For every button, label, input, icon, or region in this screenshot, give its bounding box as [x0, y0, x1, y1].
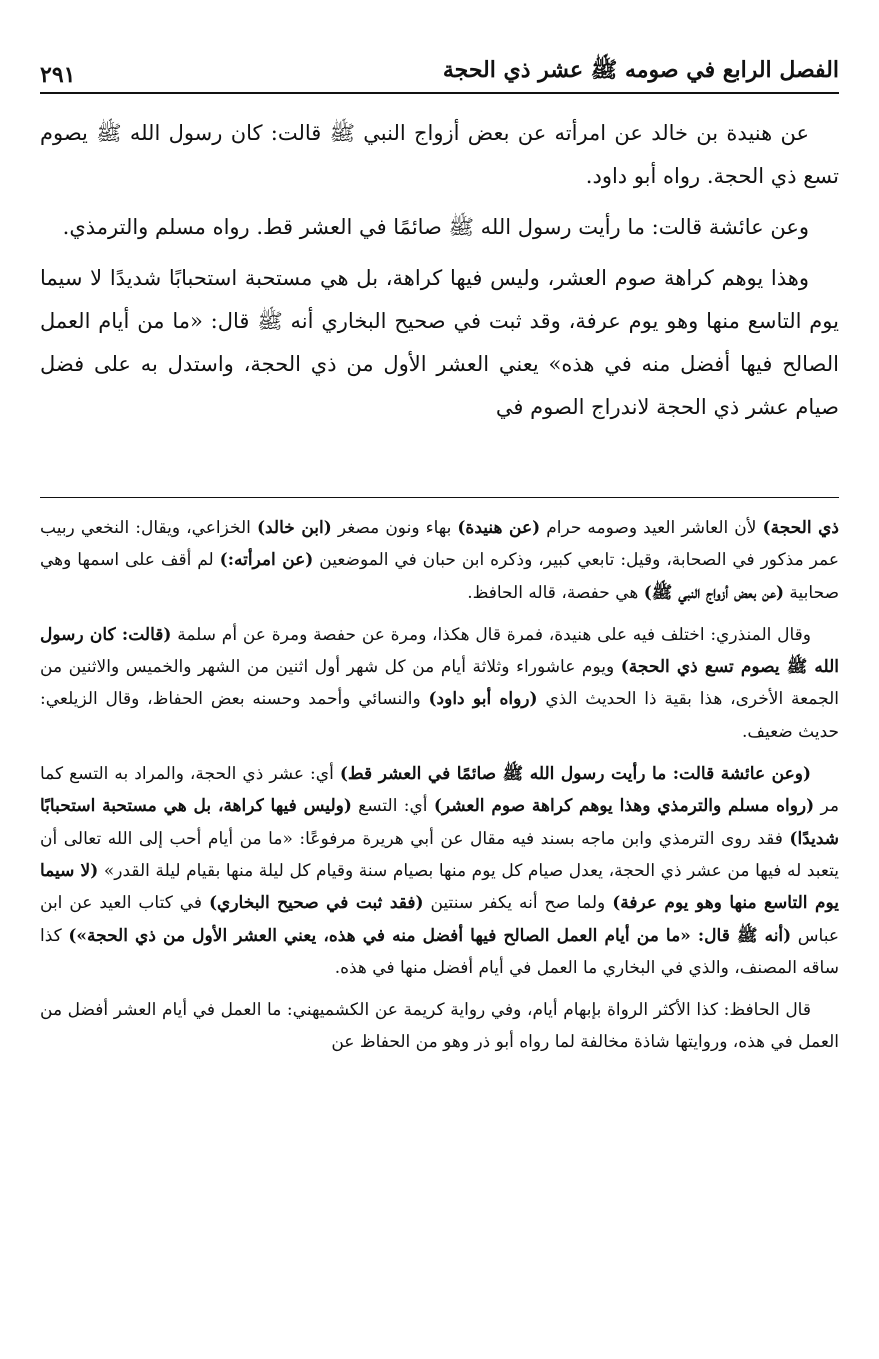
main-paragraph-2: وعن عائشة قالت: ما رأيت رسول الله ﷺ صائمًا في العشر قط. رواه مسلم والترمذي.: [62, 215, 809, 239]
commentary-paragraph-3: [40, 758, 839, 984]
commentary-text: كذا ساقه المصنف، والذي في البخاري ما العمل في أيام أفضل منها في هذه.: [40, 925, 839, 978]
quoted-phrase: (لا سيما يوم التاسع منها وهو يوم عرفة): [40, 860, 839, 914]
footnote-separator: [40, 497, 839, 498]
main-paragraph-1: عن هنيدة بن خالد عن امرأته عن بعض أزواج النبي ﷺ قالت: كان رسول الله ﷺ يصوم تسع ذي الحجة. رواه أبو داود.: [40, 121, 839, 188]
quoted-phrase: (وليس فيها كراهة، بل هي مستحبة استحبابًا شديدًا): [40, 796, 839, 849]
main-text: [40, 112, 839, 437]
commentary-text: ولما صح أنه يكفر سنتين: [423, 893, 613, 914]
quoted-phrase: (رواه مسلم والترمذي وهذا يوهم كراهة صوم العشر): [433, 796, 815, 817]
commentary-text: والنسائي وأحمد وحسنه بعض الحفاظ، وقال الزيلعي: حديث ضعيف.: [40, 689, 839, 742]
commentary-text: الخزاعي، ويقال: النخعي ربيب عمر مذكور في الصحابة، وقيل: تابعي كبير، وذكره ابن حبان في الموضعين: [40, 518, 839, 571]
commentary-paragraph-1: [40, 512, 839, 609]
commentary-text: فقد روى الترمذي وابن ماجه بسند فيه مقال عن أبي هريرة مرفوعًا: «ما من أيام أحب إلى الله تعالى أن يتعبد له فيها من عشر ذي الحجة، يعدل صيام كل يوم منها بصيام سنة وقيام كل ليلة منها بقيام ليلة القدر»: [40, 828, 839, 881]
commentary-text: بهاء ونون مصغر: [331, 518, 458, 538]
commentary-text: وقال المنذري: اختلف فيه على هنيدة، فمرة قال هكذا، ومرة عن حفصة ومرة عن أم سلمة: [171, 624, 811, 645]
quoted-phrase: (ابن خالد): [256, 518, 332, 538]
commentary-text: أي: عشر ذي الحجة، والمراد به التسع كما مر: [40, 764, 839, 817]
commentary-text: لم أقف على اسمها وهي صحابية: [40, 550, 839, 603]
quoted-phrase: (فقد ثبت في صحيح البخاري): [208, 893, 424, 914]
page-number: ٢٩١: [40, 62, 76, 88]
commentary-paragraph-4: [40, 994, 839, 1059]
commentary-text: هي حفصة، قاله الحافظ.: [467, 582, 644, 603]
quoted-phrase: (وعن عائشة قالت: ما رأيت رسول الله ﷺ صائمًا في العشر قط): [339, 764, 812, 785]
commentary-text: لأن العاشر العيد وصومه حرام: [540, 518, 763, 538]
quoted-phrase: (قالت: كان رسول الله ﷺ يصوم تسع ذي الحجة): [40, 624, 839, 678]
quoted-phrase: (أنه ﷺ قال: «ما من أيام العمل الصالح فيها أفضل منه في هذه، يعني العشر الأول من ذي الحجة»): [68, 925, 792, 946]
commentary-text: أي: التسع: [351, 796, 434, 817]
commentary-text: ويوم عاشوراء وثلاثة أيام من كل شهر أول اثنين من الشهر والخميس والاثنين من الجمعة الأخرى، هذا بقية ذا الحديث الذي: [40, 657, 839, 710]
quoted-phrase: (رواه أبو داود): [428, 689, 538, 710]
commentary: [40, 512, 839, 1069]
quoted-phrase: (عن بعض أزواج النبي ﷺ): [643, 582, 785, 603]
commentary-text: قال الحافظ: كذا الأكثر الرواة بإبهام أيام، وفي رواية كريمة عن الكشميهني: ما العمل في أيام العشر أفضل من العمل في هذه، وروايتها شاذة مخالفة لما رواه أبو ذر وهو من الحفاظ عن: [40, 1000, 839, 1053]
main-paragraph-3: وهذا يوهم كراهة صوم العشر، وليس فيها كراهة، بل هي مستحبة استحبابًا شديدًا لا سيما يوم التاسع منها وهو يوم عرفة، وقد ثبت في صحيح البخاري أنه ﷺ قال: «ما من أيام العمل الصالح فيها أفضل منه في هذه» يعني العشر الأول من ذي الحجة، واستدل به على فضل صيام عشر ذي الحجة لاندراج الصوم في: [40, 266, 839, 419]
commentary-text: في كتاب العيد عن ابن عباس: [40, 893, 839, 946]
quoted-phrase: (عن هنيدة): [457, 518, 541, 538]
commentary-paragraph-2: [40, 619, 839, 748]
quoted-phrase: (عن امرأته:): [219, 550, 314, 571]
quoted-phrase: ذي الحجة): [762, 518, 839, 538]
running-header: [40, 46, 839, 94]
chapter-title: الفصل الرابع في صومه ﷺ عشر ذي الحجة: [442, 57, 839, 83]
